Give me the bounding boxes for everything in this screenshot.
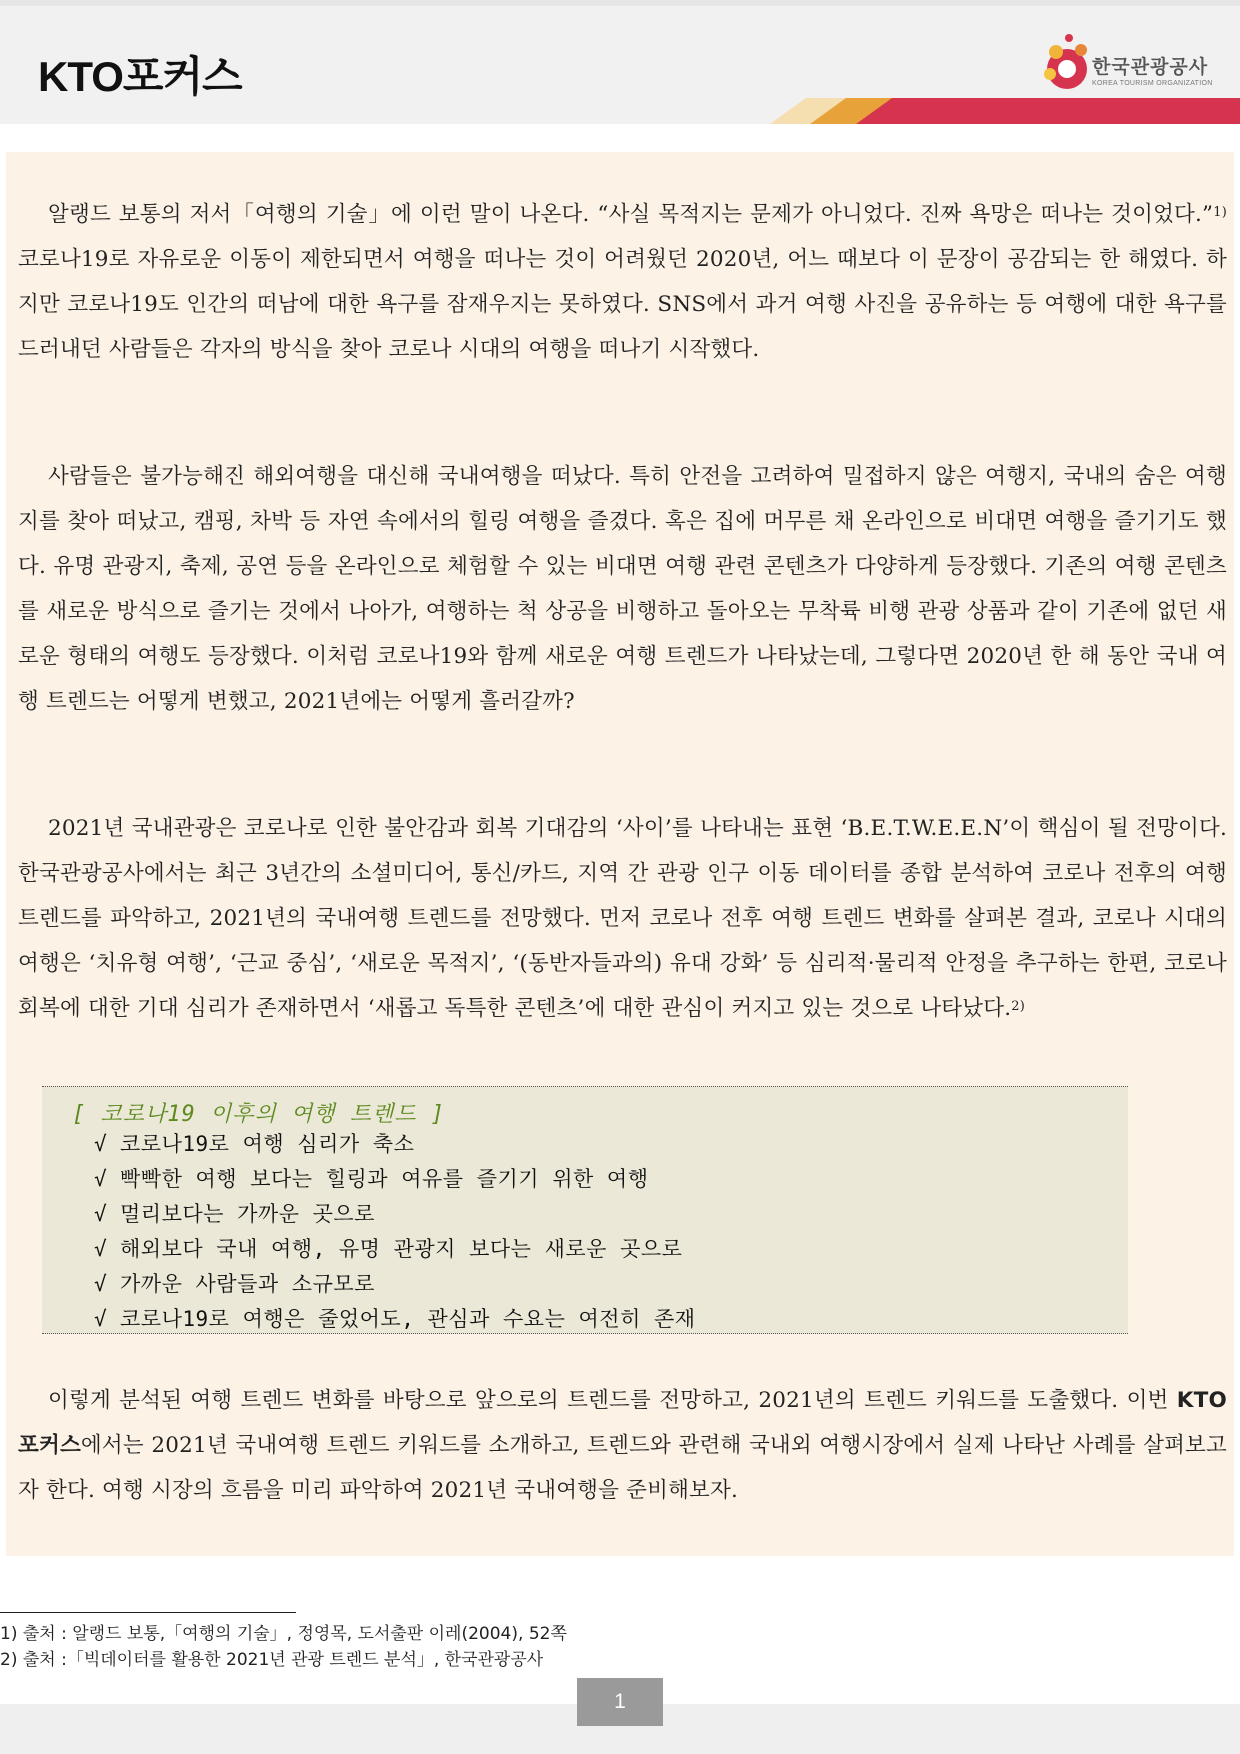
footnote-divider [0, 1612, 296, 1613]
org-subtitle: KOREA TOURISM ORGANIZATION [1092, 80, 1213, 87]
trend-item [94, 1302, 696, 1337]
trend-item-text: 빡빡한 여행 보다는 힐링과 여유를 즐기기 위한 여행 [120, 1167, 649, 1191]
content-box [6, 152, 1234, 1556]
page-header [0, 0, 1240, 124]
paragraph-2: 사람들은 불가능해진 해외여행을 대신해 국내여행을 떠났다. 특히 안전을 고려하여 밀접하지 않은 여행지, 국내의 숨은 여행지를 찾아 떠났고, 캠핑, 차박 등 자연 속에서의 힐링 여행을 즐겼다. 혹은 집에 머무른 채 온라인으로 비대면 여행을 즐기기도 했다. 유명 관광지, 축제, 공연 등을 온라인으로 체험할 수 있는 비대면 여행 관련 콘텐츠가 다양하게 등장했다. 기존의 여행 콘텐츠를 새로운 방식으로 즐기는 것에서 나아가, 여행하는 척 상공을 비행하고 돌아오는 무착륙 비행 관광 상품과 같이 기존에 없던 새로운 형태의 여행도 등장했다. 이처럼 코로나19와 함께 새로운 여행 트렌드가 나타났는데, 그렇다면 2020년 한 해 동안 국내 여행 트렌드는 어떻게 변했고, 2021년에는 어떻게 흘러갈까? [18, 464, 1227, 714]
trend-item [94, 1197, 696, 1232]
footnote-ref-2: 2) [1011, 999, 1025, 1014]
checkmark-icon: √ [94, 1202, 108, 1226]
paragraph-4-text-a: 이렇게 분석된 여행 트렌드 변화를 바탕으로 앞으로의 트렌드를 전망하고, 2021년의 트렌드 키워드를 도출했다. 이번 [48, 1388, 1177, 1413]
checkmark-icon: √ [94, 1307, 108, 1331]
trend-item [94, 1127, 696, 1162]
trend-box [42, 1086, 1128, 1334]
trend-item-text: 멀리보다는 가까운 곳으로 [120, 1202, 375, 1226]
trend-item [94, 1162, 696, 1197]
footnote-ref-1: 1) [1213, 205, 1227, 220]
page-title: KTO포커스 [38, 53, 242, 100]
org-name: 한국관광공사 [1092, 56, 1209, 78]
trend-list [94, 1127, 696, 1337]
trend-item-text: 코로나19로 여행 심리가 축소 [120, 1132, 415, 1156]
paragraph-4 [18, 1378, 1227, 1513]
page-number: 1 [577, 1678, 663, 1726]
checkmark-icon: √ [94, 1167, 108, 1191]
checkmark-icon: √ [94, 1132, 108, 1156]
trend-item-text: 해외보다 국내 여행, 유명 관광지 보다는 새로운 곳으로 [120, 1237, 683, 1261]
paragraph-3-text: 2021년 국내관광은 코로나로 인한 불안감과 회복 기대감의 ‘사이’를 나타내는 표현 ‘B.E.T.W.E.E.N’이 핵심이 될 전망이다. 한국관광공사에서는 최근 3년간의 소셜미디어, 통신/카드, 지역 간 관광 인구 이동 데이터를 종합 분석하여 코로나 전후의 여행 트렌드를 파악하고, 2021년의 국내여행 트렌드를 전망했다. 먼저 코로나 전후 여행 트렌드 변화를 살펴본 결과, 코로나 시대의 여행은 ‘치유형 여행’, ‘근교 중심’, ‘새로운 목적지’, ‘(동반자들과의) 유대 강화’ 등 심리적·물리적 안정을 추구하는 한편, 코로나 회복에 대한 기대 심리가 존재하면서 ‘새롭고 독특한 콘텐츠’에 대한 관심이 커지고 있는 것으로 나타났다. [18, 816, 1227, 1021]
checkmark-icon: √ [94, 1272, 108, 1296]
paragraph-4-text-b: 에서는 2021년 국내여행 트렌드 키워드를 소개하고, 트렌드와 관련해 국내외 여행시장에서 실제 나타난 사례를 살펴보고자 한다. 여행 시장의 흐름을 미리 파악하여 2021년 국내여행을 준비해보자. [18, 1433, 1227, 1503]
paragraph-4-brand: KTO포커스 [18, 1388, 1227, 1458]
trend-box-title: [ 코로나19 이후의 여행 트렌드 ] [72, 1102, 445, 1127]
footnote-2: 2) 출처 :「빅데이터를 활용한 2021년 관광 트렌드 분석」, 한국관광공사 [0, 1650, 544, 1670]
footnote-1: 1) 출처 : 알랭드 보통,「여행의 기술」, 정영목, 도서출판 이레(2004), 52쪽 [0, 1624, 567, 1644]
trend-item-text: 코로나19로 여행은 줄었어도, 관심과 수요는 여전히 존재 [120, 1307, 696, 1331]
paragraph-1-text-a: 알랭드 보통의 저서「여행의 기술」에 이런 말이 나온다. “사실 목적지는 문제가 아니었다. 진짜 욕망은 떠나는 것이었다.” [48, 202, 1214, 227]
checkmark-icon: √ [94, 1237, 108, 1261]
trend-item [94, 1232, 696, 1267]
paragraph-3 [18, 806, 1227, 1031]
paragraph-1-text-b: 코로나19로 자유로운 이동이 제한되면서 여행을 떠나는 것이 어려웠던 2020년, 어느 때보다 이 문장이 공감되는 한 해였다. 하지만 코로나19도 인간의 떠남에 대한 욕구를 잠재우지는 못하였다. SNS에서 과거 여행 사진을 공유하는 등 여행에 대한 욕구를 드러내던 사람들은 각자의 방식을 찾아 코로나 시대의 여행을 떠나기 시작했다. [18, 247, 1227, 362]
paragraph-1 [18, 192, 1227, 372]
trend-item-text: 가까운 사람들과 소규모로 [120, 1272, 375, 1296]
trend-item [94, 1267, 696, 1302]
